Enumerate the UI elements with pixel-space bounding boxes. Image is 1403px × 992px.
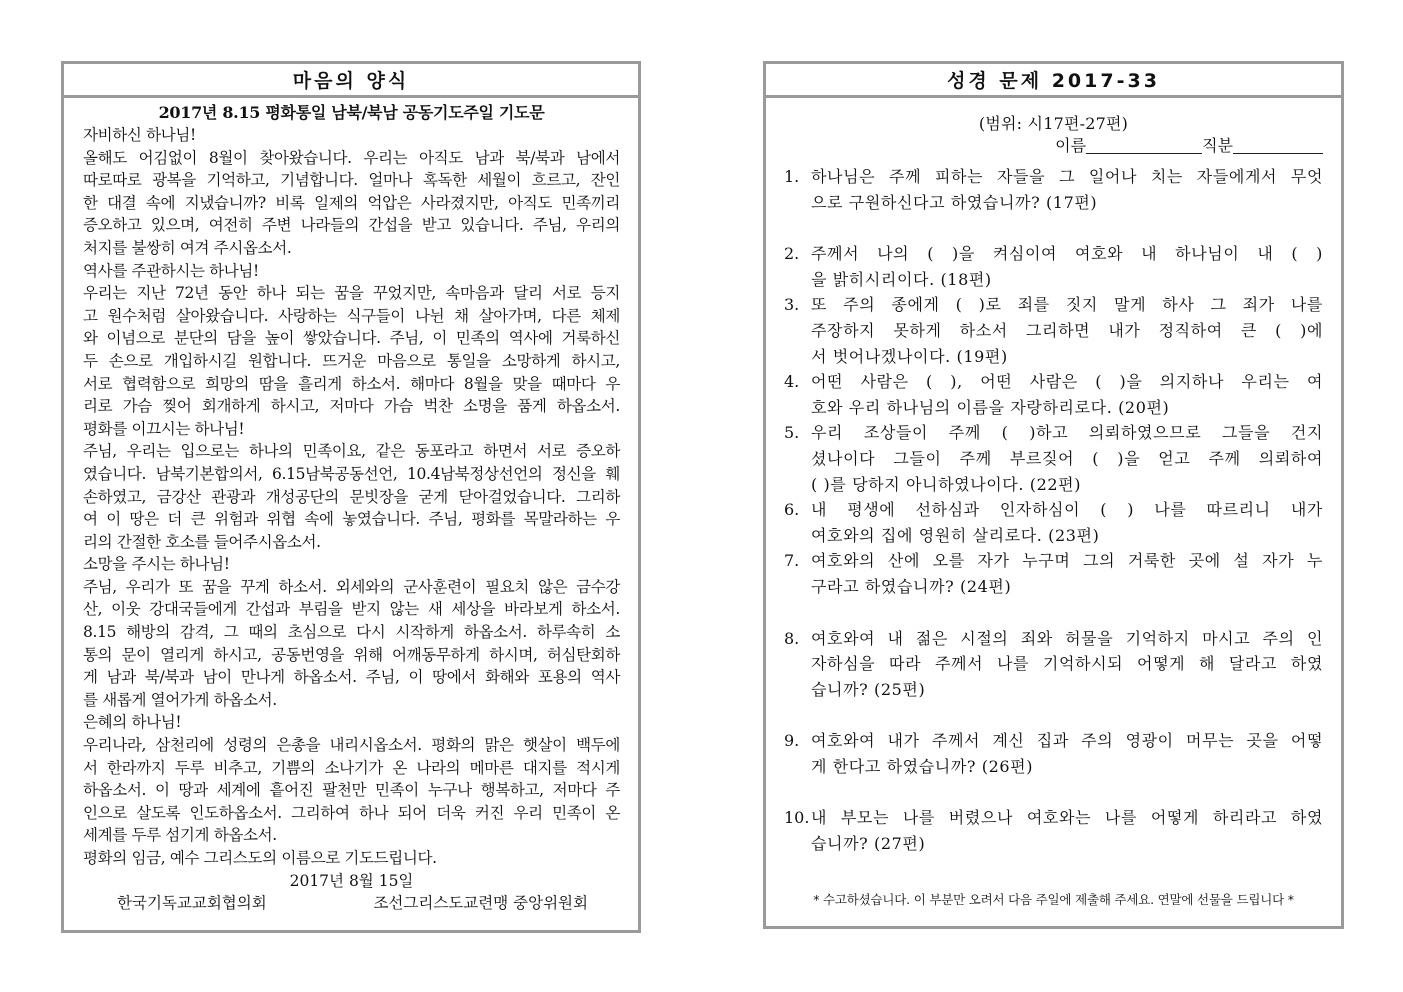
question-line: 여호와의 산에 오를 자가 누구며 그의 거룩한 곳에 설 자가 누 xyxy=(811,551,1323,571)
prayer-line: 우리는 지난 72년 동안 하나 되는 꿈을 꾸었지만, 속마음과 달리 서로 등지 xyxy=(83,284,620,303)
question-line: 서 벗어나겠나이다. (19편) xyxy=(811,346,1008,366)
question-item xyxy=(784,164,1323,215)
question-line: 습니까? (25편) xyxy=(811,679,926,699)
question-line: 호와 우리 하나님의 이름을 자랑하리로다. (20편) xyxy=(811,397,1170,417)
quiz-body xyxy=(766,98,1341,857)
prayer-body xyxy=(64,98,638,915)
prayer-line: 은혜의 하나님! xyxy=(83,713,182,732)
prayer-panel xyxy=(61,61,641,933)
prayer-line: 따로따로 광복을 기억하고, 기념합니다. 얼마나 혹독한 세월이 흐르고, 잔인 xyxy=(83,171,620,190)
prayer-date: 2017년 8월 15일 xyxy=(289,871,414,890)
prayer-title: 2017년 8.15 평화통일 남북/북남 공동기도주일 기도문 xyxy=(158,103,545,122)
question-line: 주께서 나의 ( )을 켜심이여 여호와 내 하나님이 내 ( ) xyxy=(811,244,1323,264)
prayer-line: 역사를 주관하시는 하나님! xyxy=(83,261,259,280)
quiz-range: (범위: 시17편-27편) xyxy=(978,114,1129,133)
name-blank[interactable] xyxy=(1086,135,1202,154)
org-left: 한국기독교교회협의회 xyxy=(117,894,267,913)
quiz-panel-header: 성경 문제 2017-33 xyxy=(766,64,1341,98)
prayer-line: 소망을 주시는 하나님! xyxy=(83,555,230,574)
prayer-line: 산, 이웃 강대국들에게 간섭과 부림을 받지 않는 새 세상을 바라보게 하소서. xyxy=(83,600,620,619)
prayer-line: 리의 간절한 호소를 들어주시옵소서. xyxy=(83,532,321,551)
prayer-line: 였습니다. 남북기본합의서, 6.15남북공동선언, 10.4남북정상선언의 정신을 훼 xyxy=(83,464,620,483)
question-line: 구라고 하였습니까? (24편) xyxy=(811,576,1012,596)
prayer-line: 주님, 우리는 입으로는 하나의 민족이요, 같은 동포라고 하면서 서로 증오하 xyxy=(83,442,620,461)
org-right: 조선그리스도교련맹 중앙위원회 xyxy=(373,894,588,913)
question-item xyxy=(784,420,1323,497)
name-role-row xyxy=(784,135,1323,157)
prayer-line: 8.15 해방의 감격, 그 때의 초심으로 다시 시작하게 하옵소서. 하루속히 소 xyxy=(83,623,620,642)
question-number: 7. xyxy=(784,551,800,571)
question-line: 습니까? (27편) xyxy=(811,834,926,854)
question-line: 여호와여 내가 주께서 계신 집과 주의 영광이 머무는 곳을 어떻 xyxy=(811,731,1323,751)
prayer-line: 게 남과 북/북과 남이 만나게 하옵소서. 주님, 이 땅에서 화해와 포용의 역사 xyxy=(83,668,620,687)
prayer-line: 올해도 어김없이 8월이 찾아왔습니다. 우리는 아직도 남과 북/북과 남에서 xyxy=(83,148,620,167)
prayer-line: 고 원수처럼 살아왔습니다. 사랑하는 식구들이 나뉜 채 살아가며, 다른 체제 xyxy=(83,306,620,325)
role-label: 직분 xyxy=(1202,136,1233,155)
prayer-line: 증오하고 있으며, 여전히 주변 나라들의 간섭을 받고 있습니다. 주님, 우리의 xyxy=(83,216,620,235)
prayer-line: 처지를 불쌍히 여겨 주시옵소서. xyxy=(83,238,292,257)
question-number: 2. xyxy=(784,244,800,264)
question-item xyxy=(784,241,1323,292)
question-number: 10. xyxy=(784,808,810,828)
question-line: 여호와여 내 젊은 시절의 죄와 허물을 기억하지 마시고 주의 인 xyxy=(811,628,1323,648)
question-line: 내 부모는 나를 버렸으나 여호와는 나를 어떻게 하리라고 하였 xyxy=(811,808,1323,828)
prayer-line: 한 대결 속에 지냈습니까? 비록 일제의 억압은 사라졌지만, 아직도 민족끼리 xyxy=(83,193,620,212)
prayer-line: 와 이념으로 분단의 담을 높이 쌓았습니다. 주님, 이 민족의 역사에 거룩하신 xyxy=(83,329,620,348)
prayer-line: 서 한라까지 두루 비추고, 기쁨의 소나기가 온 나라의 메마른 대지를 적시게 xyxy=(83,758,620,777)
question-item xyxy=(784,548,1323,599)
question-line: 으로 구원하신다고 하였습니까? (17편) xyxy=(811,192,1098,212)
prayer-line: 서로 협력함으로 희망의 땀을 흘리게 하소서. 해마다 8월을 맞을 때마다 우 xyxy=(83,374,620,393)
question-line: 내 평생에 선하심과 인자하심이 ( ) 나를 따르리니 내가 xyxy=(811,500,1323,520)
prayer-line: 여 이 땅은 더 큰 위험과 위협 속에 놓였습니다. 주님, 평화를 목말라하는 우 xyxy=(83,510,620,529)
prayer-line: 자비하신 하나님! xyxy=(83,126,196,144)
question-list xyxy=(784,164,1323,857)
prayer-signatories xyxy=(83,892,620,915)
prayer-line: 주님, 우리가 또 꿈을 꾸게 하소서. 외세와의 군사훈련이 필요치 않은 금수강 xyxy=(83,577,620,596)
question-number: 6. xyxy=(784,500,800,520)
prayer-line: 리로 가슴 찢어 회개하게 하시고, 저마다 가슴 벅찬 소명을 품게 하옵소서. xyxy=(83,397,620,416)
prayer-line: 우리나라, 삼천리에 성령의 은총을 내리시옵소서. 평화의 맑은 햇살이 백두에 xyxy=(83,736,620,755)
question-line: 또 주의 종에게 ( )로 죄를 짓지 말게 하사 그 죄가 나를 xyxy=(811,295,1323,315)
question-number: 8. xyxy=(784,628,800,648)
question-line: 셨나이다 그들이 주께 부르짖어 ( )을 얻고 주께 의뢰하여 xyxy=(811,448,1323,468)
prayer-text xyxy=(83,124,620,870)
question-line: 주장하지 못하게 하소서 그리하면 내가 정직하여 큰 ( )에 xyxy=(811,320,1323,340)
question-item xyxy=(784,369,1323,420)
prayer-line: 세계를 두루 섬기게 하옵소서. xyxy=(83,826,277,845)
question-number: 4. xyxy=(784,372,800,392)
prayer-line: 통의 문이 열리게 하시고, 공동번영을 위해 어깨동무하게 하시며, 허심탄회하 xyxy=(83,645,620,664)
question-line: 여호와의 집에 영원히 살리로다. (23편) xyxy=(811,525,1100,545)
prayer-line: 손하였고, 금강산 관광과 개성공단의 문빗장을 굳게 닫아걸었습니다. 그리하 xyxy=(83,487,620,506)
prayer-line: 평화의 임금, 예수 그리스도의 이름으로 기도드립니다. xyxy=(83,849,437,867)
question-line: ( )를 당하지 아니하였나이다. (22편) xyxy=(811,474,1082,494)
prayer-panel-header: 마음의 양식 xyxy=(64,64,638,98)
question-item xyxy=(784,805,1323,856)
role-blank[interactable] xyxy=(1233,135,1323,154)
quiz-footer-note: * 수고하셨습니다. 이 부분만 오려서 다음 주일에 제출해 주세요. 연말에 선물을 드립니다 * xyxy=(813,892,1294,907)
question-number: 3. xyxy=(784,295,800,315)
question-number: 9. xyxy=(784,731,800,751)
prayer-line: 두 손으로 개입하시길 원합니다. 뜨거운 마음으로 통일을 소망하게 하시고, xyxy=(83,351,620,370)
question-line: 자하심을 따라 주께서 나를 기억하시되 어떻게 해 달라고 하였 xyxy=(811,654,1323,674)
question-line: 을 밝히시리이다. (18편) xyxy=(811,269,992,289)
prayer-line: 인으로 살도록 인도하옵소서. 그리하여 하나 되어 더욱 커진 우리 민족이 온 xyxy=(83,803,620,822)
question-line: 하나님은 주께 피하는 자들을 그 일어나 치는 자들에게서 무엇 xyxy=(811,167,1323,186)
name-label: 이름 xyxy=(1055,136,1087,155)
quiz-panel xyxy=(763,61,1344,929)
question-line: 어떤 사람은 ( ), 어떤 사람은 ( )을 의지하나 우리는 여 xyxy=(811,372,1323,392)
prayer-line: 평화를 이끄시는 하나님! xyxy=(83,419,245,438)
question-number: 1. xyxy=(784,167,800,186)
prayer-line: 하옵소서. 이 땅과 세계에 흩어진 팔천만 민족이 누구나 행복하고, 저마다 주 xyxy=(83,781,620,800)
question-number: 5. xyxy=(784,423,800,443)
question-item xyxy=(784,728,1323,779)
prayer-line: 를 새롭게 열어가게 하옵소서. xyxy=(83,690,277,709)
question-item xyxy=(784,626,1323,703)
question-item xyxy=(784,292,1323,369)
question-line: 우리 조상들이 주께 ( )하고 의뢰하였으므로 그들을 건지 xyxy=(811,423,1323,443)
question-item xyxy=(784,497,1323,548)
question-line: 게 한다고 하였습니까? (26편) xyxy=(811,756,1034,776)
